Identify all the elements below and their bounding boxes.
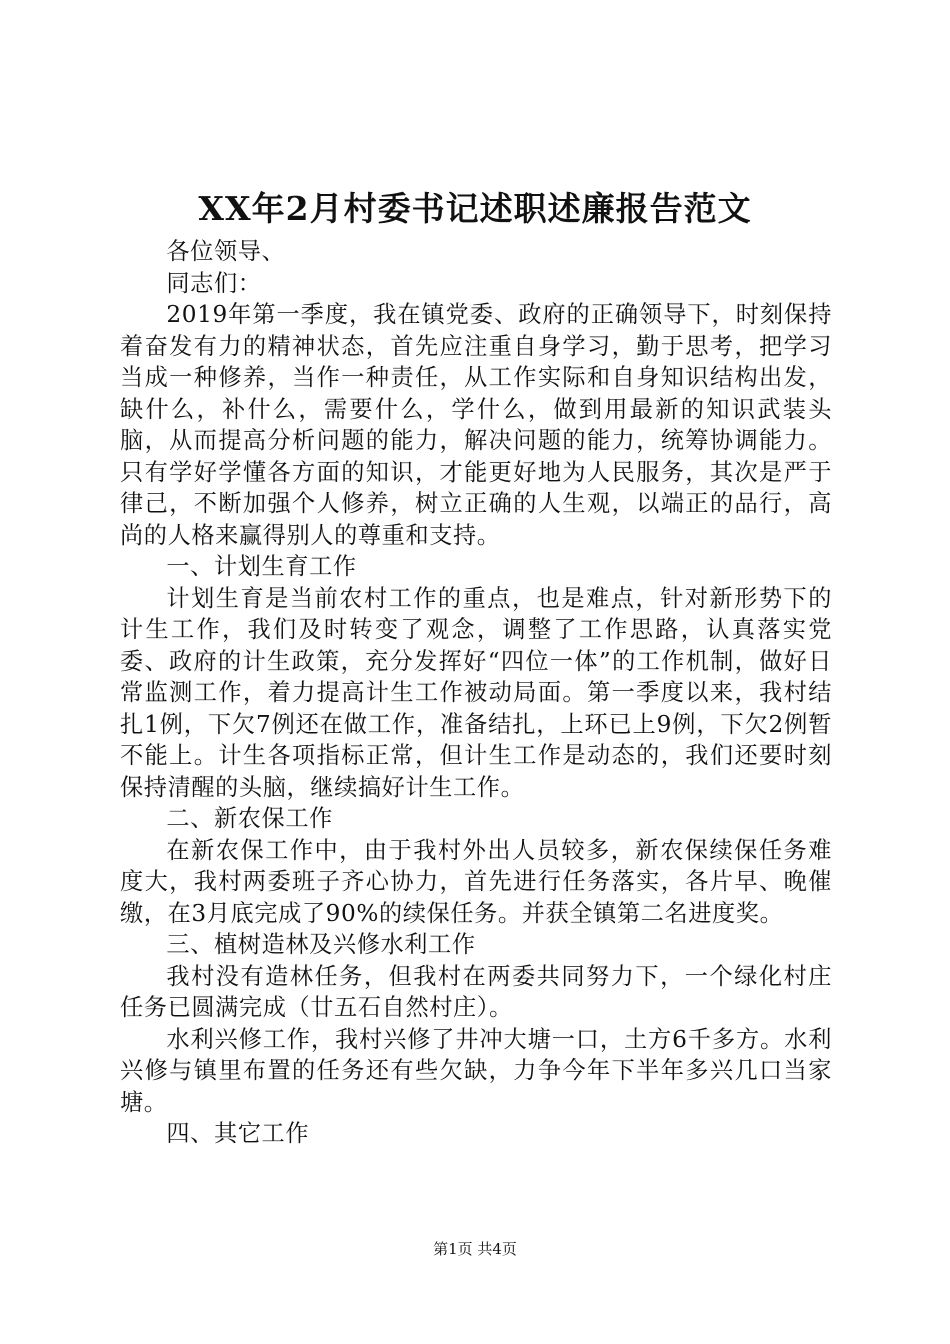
section-heading-1: 一、计划生育工作 bbox=[166, 553, 357, 580]
section-heading-3: 三、植树造林及兴修水利工作 bbox=[166, 931, 476, 958]
section-heading-2: 二、新农保工作 bbox=[166, 805, 333, 832]
paragraph-rural-insurance: 在新农保工作中，由于我村外出人员较多，新农保续保任务难度大，我村两委班子齐心协力，首先进行任务落实，各片早、晚催缴，在3月底完成了90%的续保任务。并获全镇第二名进度奖。 bbox=[120, 836, 832, 927]
salutation-line-1: 各位领导、 bbox=[166, 238, 286, 265]
section-heading-4: 四、其它工作 bbox=[166, 1120, 310, 1147]
page-footer: 第1页 共4页 bbox=[433, 1240, 517, 1258]
document-title: XX年2月村委书记述职述廉报告范文 bbox=[198, 189, 752, 228]
paragraph-intro: 2019年第一季度，我在镇党委、政府的正确领导下，时刻保持着奋发有力的精神状态，首先应注重自身学习，勤于思考，把学习当成一种修养，当作一种责任，从工作实际和自身知识结构出发，缺什么，补什么，需要什么，学什么，做到用最新的知识武装头脑，从而提高分析问题的能力，解决问题的能力，统筹协调能力。只有学好学懂各方面的知识，才能更好地为人民服务，其次是严于律己，不断加强个人修养，树立正确的人生观，以端正的品行，高尚的人格来赢得别人的尊重和支持。 bbox=[120, 301, 832, 549]
paragraph-water-conservancy: 水利兴修工作，我村兴修了井冲大塘一口，土方6千多方。水利兴修与镇里布置的任务还有些欠缺，力争今年下半年多兴几口当家塘。 bbox=[120, 1025, 832, 1116]
salutation-line-2: 同志们： bbox=[166, 269, 262, 297]
paragraph-family-planning: 计划生育是当前农村工作的重点，也是难点，针对新形势下的计生工作，我们及时转变了观念，调整了工作思路，认真落实党委、政府的计生政策，充分发挥好“四位一体”的工作机制，做好日常监测工作，着力提高计生工作被动局面。第一季度以来，我村结扎1例，下欠7例还在做工作，准备结扎，上环已上9例，下欠2例暂不能上。计生各项指标正常，但计生工作是动态的，我们还要时刻保持清醒的头脑，继续搞好计生工作。 bbox=[120, 584, 832, 801]
document-body bbox=[120, 236, 832, 1150]
paragraph-afforestation: 我村没有造林任务，但我村在两委共同努力下，一个绿化村庄任务已圆满完成（廿五石自然村庄）。 bbox=[120, 962, 832, 1021]
